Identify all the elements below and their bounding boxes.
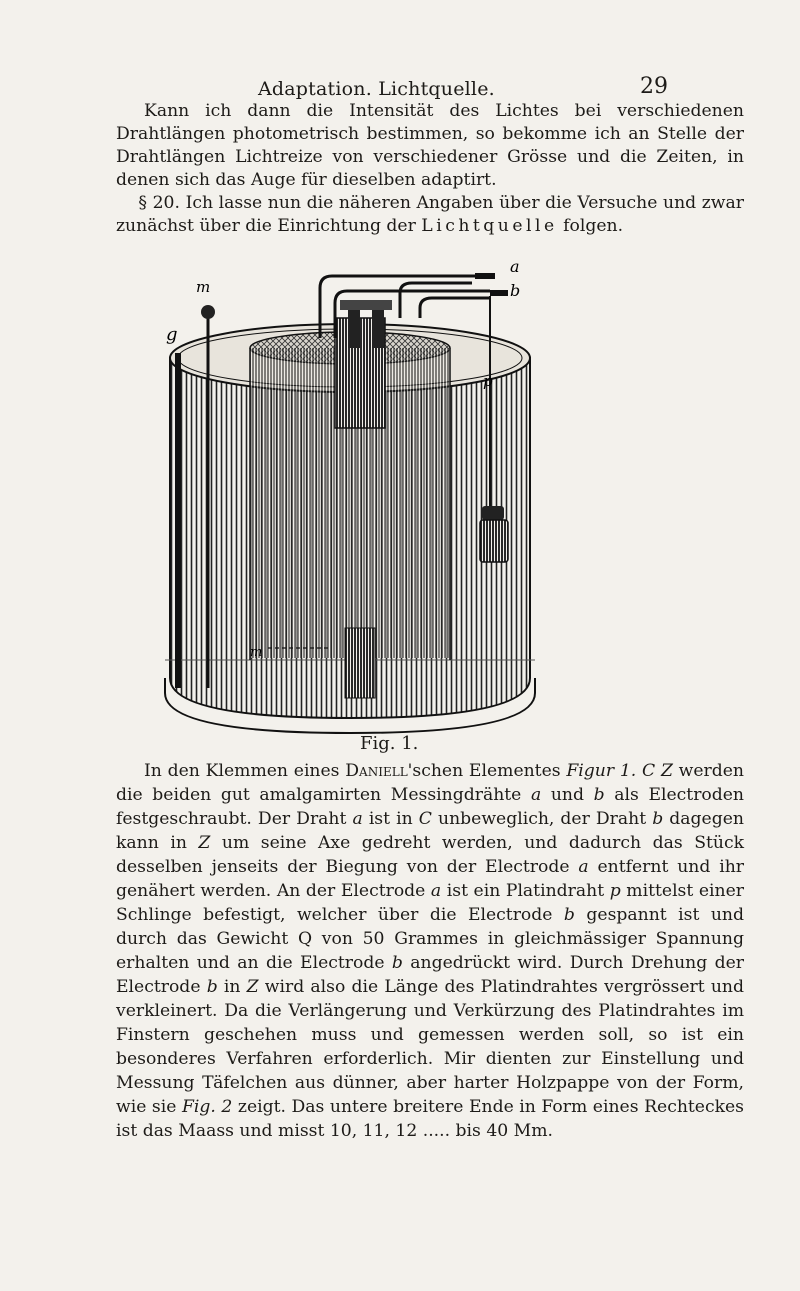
text-run: dagegen kann in	[116, 809, 744, 853]
label-g: g	[166, 324, 178, 345]
label-p: p	[483, 372, 493, 390]
text-run: in	[217, 977, 247, 997]
label-m-top: m	[196, 278, 211, 296]
author-name: Daniell	[345, 761, 408, 781]
text-run: ist in	[362, 809, 419, 829]
text-run: gespannt ist und durch das Gewicht Q von 50 Grammes in gleichmässiger Spannung erhalten und an die Electrode	[116, 905, 745, 973]
text-run: 'schen Elementes	[407, 761, 567, 781]
text-run: In den Klemmen eines	[144, 761, 346, 781]
symbol: p	[609, 881, 621, 901]
symbol: Z	[246, 977, 259, 997]
label-m-bottom: m	[250, 645, 263, 660]
text-run: als Electroden festgeschraubt. Der Draht	[116, 785, 745, 829]
text-run: werden die beiden gut amalgamirten Messingdrähte	[116, 761, 745, 805]
symbol: b	[391, 953, 403, 973]
text-run: entfernt und ihr genähert werden. An der Electrode	[116, 857, 745, 901]
symbol: b	[206, 977, 218, 997]
section-text: Ich lasse nun die näheren Angaben über die Versuche und zwar zunächst über die Einrichtung der	[116, 193, 744, 236]
symbol: a	[352, 809, 363, 829]
symbol: a	[430, 881, 442, 901]
symbol: a	[578, 857, 589, 877]
paragraph-main	[116, 759, 744, 1143]
text-run: ist ein Platindraht	[441, 881, 610, 901]
symbol: C	[418, 809, 432, 829]
paragraph-intro-text: Kann ich dann die Intensität des Lichtes bei verschiedenen Drahtlängen photometrisch bestimmen, so bekomme ich an Stelle der Drahtlängen Lichtreize von verschiedener Grösse und die Zeiten, in denen sich das Auge für dieselben adaptirt.	[116, 101, 744, 190]
symbol: b	[563, 905, 575, 925]
text-run: unbeweglich, der Draht	[431, 809, 653, 829]
symbol: b	[593, 785, 605, 805]
figure-caption: Fig. 1.	[360, 733, 419, 754]
figure-reference: Figur 1. C Z	[566, 761, 673, 781]
figure-reference: Fig. 2	[181, 1097, 233, 1117]
text-run: und	[541, 785, 594, 805]
page-number: 29	[640, 74, 668, 99]
paragraph-intro	[116, 100, 744, 238]
label-a: a	[510, 257, 520, 276]
text-run: angedrückt wird. Durch Drehung der Electrode	[116, 953, 745, 997]
running-head: Adaptation. Lichtquelle.	[258, 78, 495, 100]
text-run: wird also die Länge des Platindrahtes vergrössert und verkleinert. Da die Verlängerung und Verkürzung des Platindrahtes im Finstern geschehen muss und gemessen werden soll, so ist ein besonderes Verfahren erforderlich. Mir dienten zur Einstellung und Messung Täfelchen aus dünner, aber harter Holzpappe von der Form, wie sie	[116, 977, 744, 1117]
section-number: § 20.	[138, 193, 180, 213]
symbol: a	[530, 785, 542, 805]
daniell-element-figure	[150, 248, 650, 768]
symbol: b	[652, 809, 664, 829]
section-end: folgen.	[563, 216, 624, 236]
symbol: Z	[198, 833, 211, 853]
section-keyword: Lichtquelle	[421, 216, 558, 236]
text-run: um seine Axe gedreht werden, und dadurch das Stück desselben jenseits der Biegung von der Electrode	[116, 833, 744, 877]
text-run: mittelst einer Schlinge befestigt, welcher über die Electrode	[116, 881, 744, 925]
label-b: b	[510, 281, 521, 300]
text-run: zeigt. Das untere breitere Ende in Form eines Rechteckes ist das Maass und misst 10, 11, 12 ..... bis 40 Mm.	[116, 1097, 744, 1141]
